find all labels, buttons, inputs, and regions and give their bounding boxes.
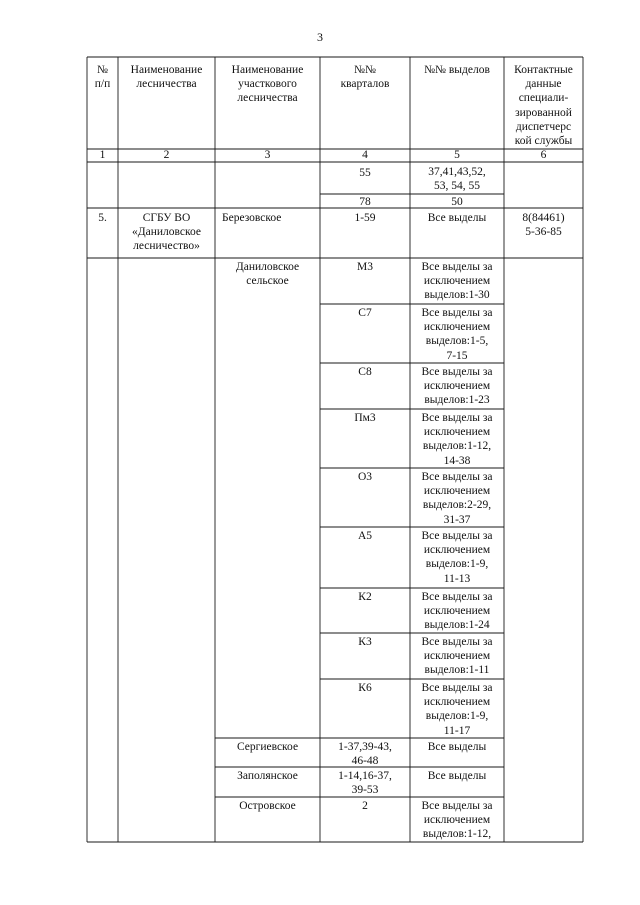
row-ostr-quarters [320,799,410,813]
text-line: выделов:1-24 [424,619,490,632]
text-line: исключением [423,275,491,288]
row-k3-quarters [320,635,410,649]
text-line: 5. [98,212,107,224]
row-5-contact [504,211,583,239]
col-number-4: 4 [362,149,368,161]
text-line: «Даниловское [132,226,201,239]
text-line: Все выделы за [421,307,493,319]
text-line: Наименование [231,64,304,76]
row-55-quarters [320,166,410,180]
text-line: Все выделы за [421,366,493,378]
row-k6-plots [410,681,504,738]
row-a5-plots [410,529,504,586]
text-line: 37,41,43,52, [428,166,486,178]
text-line: 14-38 [443,454,471,467]
row-zapol-plots [410,769,504,783]
page-number: 3 [317,30,323,44]
text-line: п/п [94,78,111,91]
header-col-number [87,63,118,91]
text-line: участкового [238,78,297,91]
text-line: 53, 54, 55 [434,180,480,193]
header-col-plots [410,63,504,77]
row-k2-plots [410,590,504,633]
district-zapolyanskoe [215,769,320,783]
text-line: М3 [357,261,373,273]
text-line: 1-14,16-37, [338,770,392,782]
col-number-5: 5 [454,149,460,161]
row-o3-quarters [320,470,410,484]
text-line: диспетчерс [515,120,572,133]
text-line: К6 [358,682,372,694]
row-5-quarters [320,211,410,225]
row-c8-quarters [320,365,410,379]
text-line: Все выделы за [421,412,493,424]
text-line: К2 [358,591,372,603]
row-5-number [87,211,118,225]
header-col-quarters [320,63,410,91]
row-c7-plots [410,306,504,363]
text-line: Островское [239,800,296,812]
text-line: Все выделы за [421,800,493,812]
row-serg-plots [410,740,504,754]
col-number-1: 1 [99,149,106,161]
header-col-district [215,63,320,106]
text-line: исключением [423,321,491,334]
row-pm3-quarters [320,411,410,425]
text-line: Все выделы за [421,261,493,273]
text-line: 1-37,39-43, [338,741,392,753]
row-k6-quarters [320,681,410,695]
text-line: С8 [358,366,372,378]
row-5-plots [410,211,504,225]
text-line: № [97,64,108,76]
row-55-plots [410,165,504,193]
text-line: 11-13 [443,572,471,585]
text-line: Все выделы за [421,471,493,483]
text-line: Все выделы за [421,530,493,542]
text-line: выделов:1-30 [424,289,490,302]
text-line: лесничества [237,92,298,105]
text-line: Заполянское [237,770,298,782]
row-zapol-quarters [320,769,410,797]
row-serg-quarters [320,740,410,768]
col-number-3: 3 [264,149,271,161]
text-line: исключением [423,485,491,498]
text-line: Березовское [222,212,282,224]
text-line: исключением [423,696,491,709]
text-line: №№ выделов [424,64,490,76]
text-line: Все выделы [427,212,487,224]
text-line: зированной [515,106,572,119]
row-ostr-plots [410,799,504,842]
text-line: 1-59 [354,212,376,224]
text-line: кой службы [514,135,573,148]
row-m3-quarters [320,260,410,274]
text-line: исключением [423,605,491,618]
text-line: выделов:1-12, [422,828,492,841]
district-sergievskoe [215,740,320,754]
text-line: О3 [357,471,373,483]
text-line: Пм3 [354,412,376,424]
text-line: выделов:2-29, [422,499,492,512]
district-ostrovskoe [215,799,320,813]
row-5-forestry [118,211,215,254]
row-m3-plots [410,260,504,303]
text-line: исключением [423,426,491,439]
text-line: выделов:1-11 [424,664,490,677]
text-line: специали- [518,92,569,105]
text-line: исключением [423,814,491,827]
text-line: исключением [423,380,491,393]
text-line: №№ [354,64,376,76]
text-line: СГБУ ВО [142,212,191,224]
header-col-forestry [118,63,215,91]
row-c8-plots [410,365,504,408]
row-5-district [222,211,317,225]
text-line: 78 [359,196,371,208]
text-line: Наименование [130,64,203,76]
text-line: кварталов [340,78,390,91]
district-danilovskoe [215,260,320,288]
text-line: выделов:1-23 [424,394,490,407]
text-line: Все выделы [427,770,487,782]
text-line: Все выделы за [421,682,493,694]
text-line: Все выделы за [421,636,493,648]
text-line: 5-36-85 [525,226,562,239]
text-line: Контактные [514,64,573,76]
text-line: 50 [451,196,463,208]
text-line: 39-53 [351,784,379,797]
col-number-6: 6 [540,149,547,161]
text-line: 8(84461) [522,212,565,224]
text-line: лесничества [136,78,197,91]
text-line: исключением [423,650,491,663]
text-line: Даниловское [235,261,300,273]
text-line: 31-37 [443,513,471,526]
text-line: 2 [362,800,368,812]
text-line: лесничество» [133,240,200,253]
text-line: 7-15 [446,349,468,362]
text-line: 11-17 [443,724,471,737]
text-line: 55 [359,167,371,179]
row-c7-quarters [320,306,410,320]
text-line: выделов:1-5, [425,335,489,348]
row-pm3-plots [410,411,504,468]
text-line: исключением [423,544,491,557]
row-a5-quarters [320,529,410,543]
row-78-plots [410,195,504,209]
text-line: А5 [357,530,373,542]
row-k2-quarters [320,590,410,604]
header-col-contacts [504,63,583,148]
row-78-quarters [320,195,410,209]
row-k3-plots [410,635,504,678]
text-line: 46-48 [351,755,379,768]
text-line: выделов:1-9, [425,558,489,571]
text-line: выделов:1-12, [422,440,492,453]
text-line: С7 [358,307,372,319]
text-line: Сергиевское [236,741,299,753]
text-line: сельское [246,275,289,288]
text-line: Все выделы за [421,591,493,603]
row-o3-plots [410,470,504,527]
text-line: Все выделы [427,741,487,753]
col-number-2: 2 [163,149,170,161]
text-line: выделов:1-9, [425,710,489,723]
text-line: данные [525,78,562,91]
text-line: К3 [358,636,372,648]
